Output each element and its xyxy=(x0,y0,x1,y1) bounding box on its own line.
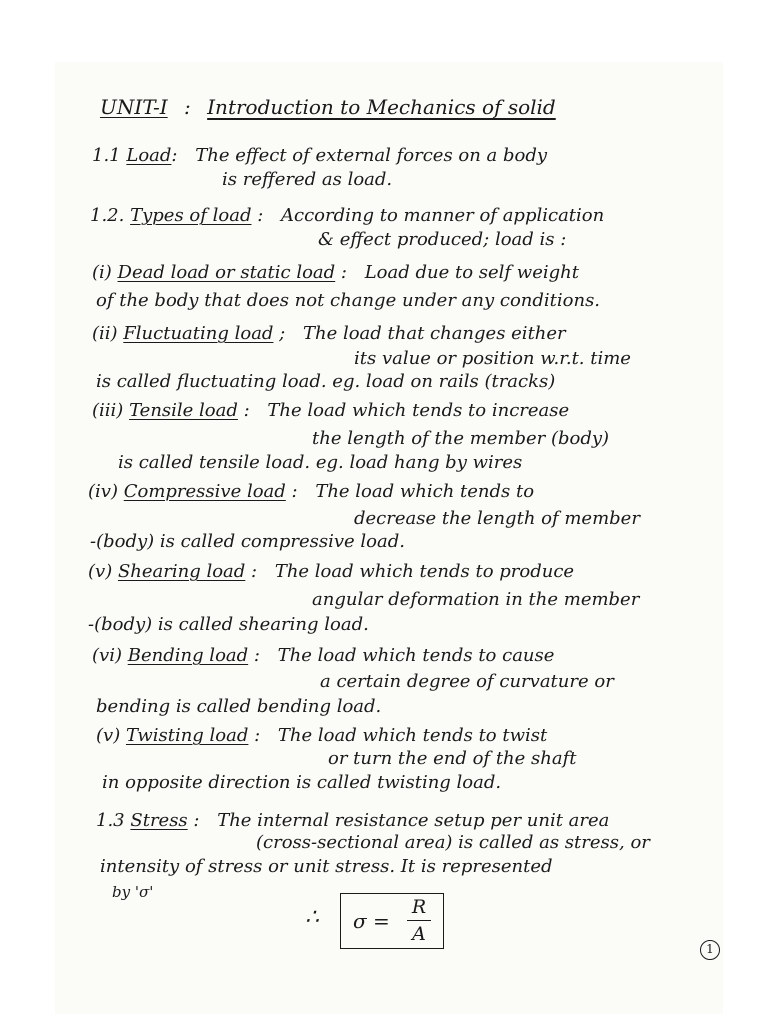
formula-numerator: R xyxy=(411,896,427,918)
item-bending-line1: (vi) Bending load : The load which tends to cause xyxy=(92,645,555,666)
stress-formula-box xyxy=(340,893,444,949)
term-twisting-load: Twisting load xyxy=(125,725,249,746)
definition-text: by 'σ' xyxy=(112,883,154,901)
term-types-of-load: Types of load xyxy=(130,205,252,226)
definition-text: a certain degree of curvature or xyxy=(320,671,614,692)
item-number: (v) xyxy=(88,561,113,582)
formula-denominator: A xyxy=(412,923,426,945)
formula-lhs: σ = xyxy=(353,909,390,933)
definition-text: decrease the length of member xyxy=(354,508,640,529)
definition-text: is reffered as load. xyxy=(222,169,393,190)
term-shearing-load: Shearing load xyxy=(117,561,246,582)
item-twisting-line1: (v) Twisting load : The load which tends to twist xyxy=(96,725,548,746)
item-dead-load-line1: (i) Dead load or static load : Load due to self weight xyxy=(92,262,579,283)
definition-text: & effect produced; load is : xyxy=(318,229,567,250)
definition-text: of the body that does not change under any conditions. xyxy=(96,290,601,311)
section-number: 1.1 xyxy=(92,145,121,166)
section-number: 1.2. xyxy=(90,205,125,226)
definition-text: The load which tends to cause xyxy=(277,645,555,666)
heading-colon: : xyxy=(184,95,191,119)
term-fluctuating-load: Fluctuating load xyxy=(123,323,274,344)
item-number: (i) xyxy=(92,262,112,283)
definition-text: is called tensile load. eg. load hang by wires xyxy=(118,452,523,473)
section-types-line1: 1.2. Types of load : According to manner of application xyxy=(90,205,605,226)
definition-text: angular deformation in the member xyxy=(312,589,640,610)
term-stress: Stress xyxy=(130,810,188,831)
definition-text: is called fluctuating load. eg. load on rails (tracks) xyxy=(96,371,556,392)
item-shearing-line1: (v) Shearing load : The load which tends to produce xyxy=(88,561,575,582)
section-number: 1.3 xyxy=(96,810,125,831)
term-compressive-load: Compressive load xyxy=(123,481,286,502)
definition-text: The effect of external forces on a body xyxy=(195,145,548,166)
page-number: 1 xyxy=(700,940,720,960)
item-number: (iii) xyxy=(92,400,124,421)
definition-text: or turn the end of the shaft xyxy=(328,748,577,769)
definition-text: (cross-sectional area) is called as stress, or xyxy=(256,832,650,853)
unit-heading xyxy=(100,96,556,118)
section-stress-line1: 1.3 Stress : The internal resistance setup per unit area xyxy=(96,810,610,831)
definition-text: The load which tends to xyxy=(315,481,535,502)
definition-text: -(body) is called compressive load. xyxy=(90,531,405,552)
definition-text: in opposite direction is called twisting load. xyxy=(102,772,502,793)
item-compressive-line1: (iv) Compressive load : The load which tends to xyxy=(88,481,535,502)
term-dead-load: Dead load or static load xyxy=(117,262,336,283)
unit-title: Introduction to Mechanics of solid xyxy=(207,95,556,119)
item-number: (v) xyxy=(96,725,121,746)
term-load: Load xyxy=(126,145,172,166)
term-bending-load: Bending load xyxy=(127,645,249,666)
item-number: (ii) xyxy=(92,323,118,344)
definition-text: The internal resistance setup per unit area xyxy=(217,810,610,831)
definition-text: According to manner of application xyxy=(281,205,605,226)
definition-text: its value or position w.r.t. time xyxy=(354,348,631,369)
unit-label: UNIT-I xyxy=(100,95,168,119)
formula-fraction xyxy=(405,894,433,947)
definition-text: the length of the member (body) xyxy=(312,428,610,449)
definition-text: Load due to self weight xyxy=(364,262,579,283)
item-number: (iv) xyxy=(88,481,118,502)
definition-text: The load that changes either xyxy=(302,323,566,344)
definition-text: The load which tends to increase xyxy=(267,400,570,421)
section-load-line1: 1.1 Load: The effect of external forces on a body xyxy=(92,145,548,166)
term-tensile-load: Tensile load xyxy=(129,400,238,421)
definition-text: -(body) is called shearing load. xyxy=(88,614,369,635)
item-number: (vi) xyxy=(92,645,122,666)
definition-text: intensity of stress or unit stress. It is represented xyxy=(100,856,553,877)
item-tensile-line1: (iii) Tensile load : The load which tends to increase xyxy=(92,400,570,421)
therefore-symbol: ∴ xyxy=(305,905,319,930)
definition-text: The load which tends to produce xyxy=(274,561,575,582)
item-fluctuating-line1: (ii) Fluctuating load ; The load that changes either xyxy=(92,323,566,344)
definition-text: bending is called bending load. xyxy=(96,696,382,717)
definition-text: The load which tends to twist xyxy=(277,725,548,746)
